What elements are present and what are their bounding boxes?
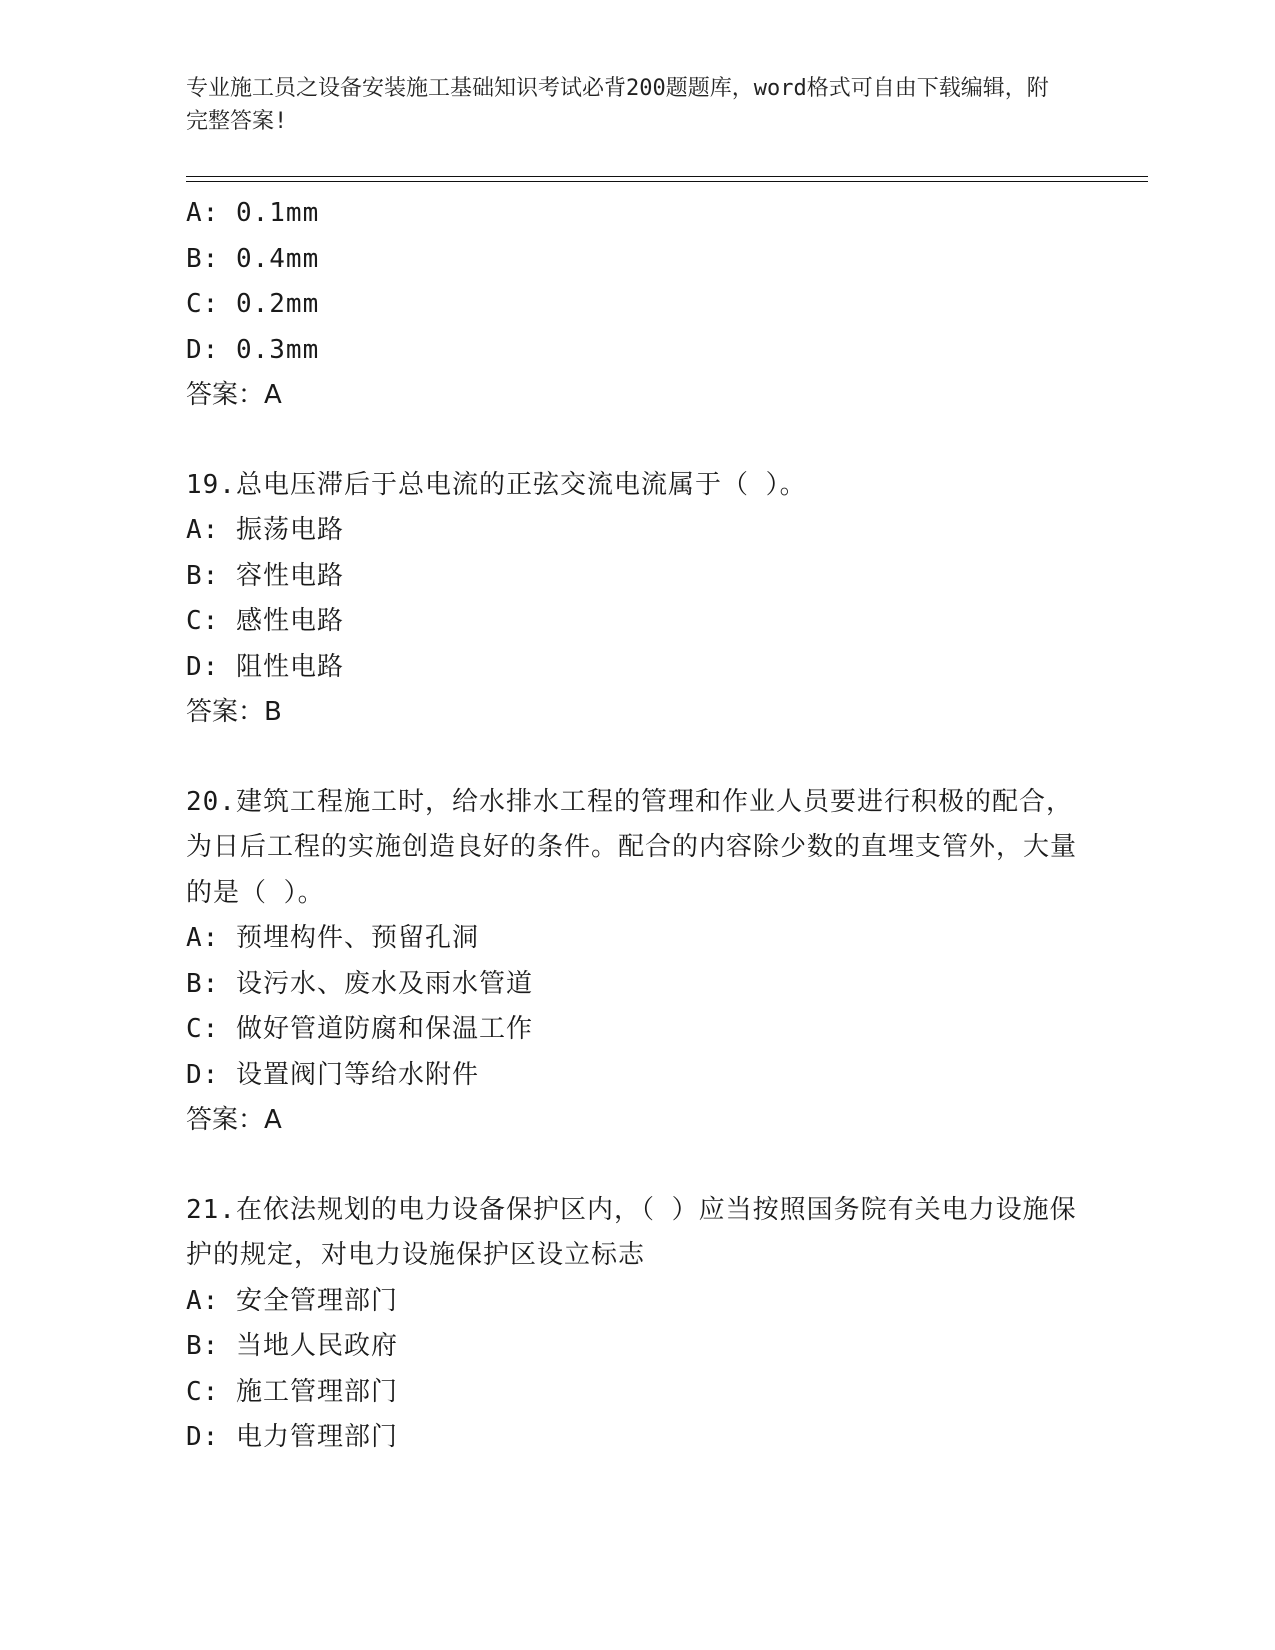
option-a: A: 安全管理部门 (186, 1285, 398, 1316)
option-d: D: 阻性电路 (186, 651, 344, 682)
option-b: B: 当地人民政府 (186, 1331, 398, 1361)
question-text: 20.建筑工程施工时，给水排水工程的管理和作业人员要进行积极的配合，为日后工程的实施创造良好的条件。配合的内容除少数的直埋支管外，大量的是（ ）。 (186, 786, 1078, 908)
option-a: A: 预埋构件、预留孔洞 (186, 923, 479, 953)
option-a: A: 0.1mm (186, 198, 320, 228)
option-c: C: 施工管理部门 (186, 1376, 398, 1407)
option-b: B: 0.4mm (186, 243, 320, 274)
answer-line: 答案：A (186, 1105, 282, 1135)
option-c: C: 做好管道防腐和保温工作 (186, 1014, 533, 1044)
question-block-18 (186, 191, 1086, 419)
question-text: 19.总电压滞后于总电流的正弦交流电流属于（ ）。 (186, 469, 807, 500)
question-text: 21.在依法规划的电力设备保护区内，（ ）应当按照国务院有关电力设施保护的规定，对电力设施保护区设立标志 (186, 1194, 1077, 1270)
option-d: D: 电力管理部门 (186, 1422, 398, 1452)
document-body (186, 191, 1086, 1461)
question-block-21 (186, 1188, 1086, 1461)
question-block-19 (186, 463, 1086, 736)
option-d: D: 设置阀门等给水附件 (186, 1059, 479, 1090)
answer-line: 答案：B (186, 697, 282, 727)
option-c: C: 0.2mm (186, 289, 320, 319)
header-rule-top (186, 176, 1148, 177)
option-c: C: 感性电路 (186, 606, 344, 636)
page-header: 专业施工员之设备安装施工基础知识考试必背200题题库，word格式可自由下载编辑，附完整答案! (186, 76, 1049, 134)
option-d: D: 0.3mm (186, 334, 320, 365)
option-b: B: 设污水、废水及雨水管道 (186, 968, 533, 999)
header-rule-bottom (186, 181, 1148, 182)
option-a: A: 振荡电路 (186, 515, 344, 545)
question-block-20 (186, 780, 1086, 1144)
option-b: B: 容性电路 (186, 560, 344, 591)
answer-line: 答案：A (186, 380, 282, 410)
